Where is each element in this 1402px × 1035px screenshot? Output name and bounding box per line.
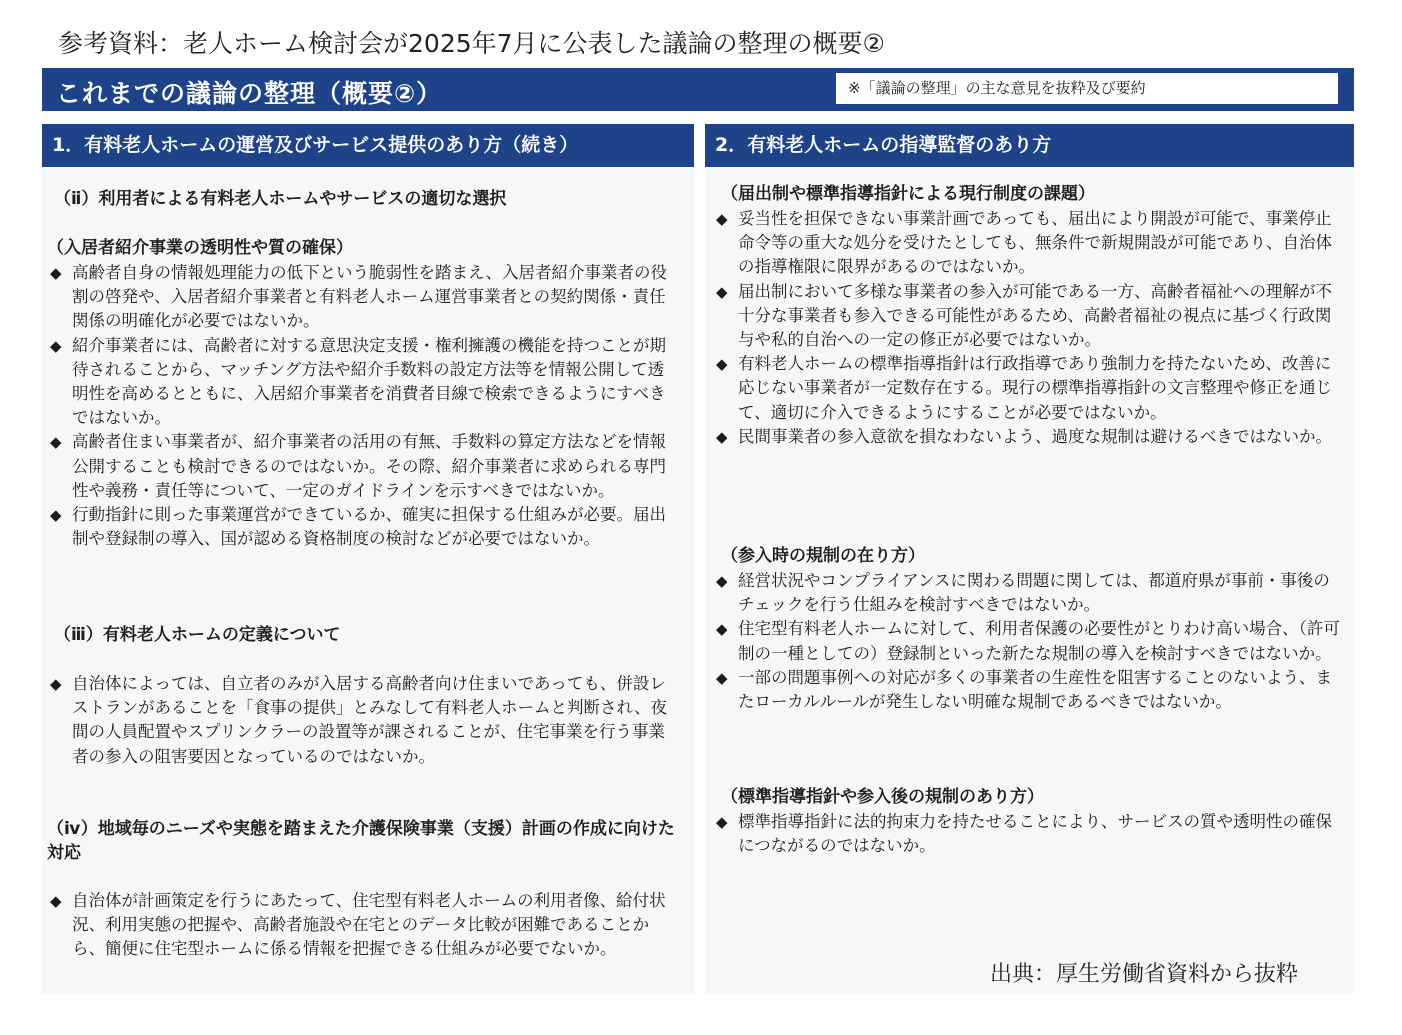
list-item: ◆ 民間事業者の参入意欲を損なわないよう、過度な規制は避けるべきではないか。 [716,425,1342,449]
section-title-selection: （ⅱ）利用者による有料老人ホームやサービスの適切な選択 [54,189,507,209]
subsection-title-guidelines: （標準指導指針や参入後の規制のあり方） [721,787,1044,807]
diamond-bullet-icon: ◆ [716,813,728,831]
diamond-bullet-icon: ◆ [716,620,728,639]
left-column [42,167,694,994]
list-item: ◆ 行動指針に則った事業運営ができているか、確実に担保する仕組みが必要。届出制や登録制の導入、国が認める資格制度の検討などが必要ではないか。 [50,505,666,549]
left-column-heading: 1．有料老人ホームの運営及びサービス提供のあり方（続き） [42,124,694,167]
subsection-title-entry-regulation: （参入時の規制の在り方） [721,546,925,566]
list-item: ◆ 経営状況やコンプライアンスに関わる問題に関しては、都道府県が事前・事後のチェックを行う仕組みを検討すべきではないか。 [716,571,1330,615]
section-title-planning: （ⅳ）地域毎のニーズや実態を踏まえた介護保険事業（支援）計画の作成に向けた対応 [47,819,675,863]
banner-note: ※「議論の整理」の主な意見を抜粋及び要約 [835,72,1339,105]
referral-bullet-list [50,261,678,551]
diamond-bullet-icon: ◆ [716,572,728,590]
diamond-bullet-icon: ◆ [716,427,728,446]
list-item: ◆ 妥当性を担保できない事業計画であっても、届出により開設が可能で、事業停止命令等の重大な処分を受けたとしても、無条件で新規開設が可能であり、自治体の指導権限に限界があるのではないか。 [716,209,1332,277]
list-item: ◆ 自治体が計画策定を行うにあたって、住宅型有料老人ホームの利用者像、給付状況、利用実態の把握や、高齢者施設や在宅とのデータ比較が困難であることから、簡便に住宅型ホームに係る情報を把握できる仕組みが必要でないか。 [50,891,666,959]
diamond-bullet-icon: ◆ [50,892,62,910]
diamond-bullet-icon: ◆ [50,675,62,693]
section-banner [42,68,1354,111]
section-title-definition: （ⅲ）有料老人ホームの定義について [54,625,341,645]
list-item: ◆ 届出制において多様な事業者の参入が可能である一方、高齢者福祉への理解が不十分な事業者も参入できる可能性があるため、高齢者福祉の視点に基づく行政関与や私的自治への一定の修正が必要ではないか。 [716,281,1332,350]
diamond-bullet-icon: ◆ [50,506,62,525]
list-item: ◆ 有料老人ホームの標準指導指針は行政指導であり強制力を持たないため、改善に応じない事業者が一定数存在する。現行の標準指導指針の文言整理や修正を通じて、適切に介入できるようにすることが必要ではないか。 [716,354,1332,422]
list-item: ◆ 自治体によっては、自立者のみが入居する高齢者向け住まいであっても、併設レストランがあることを「食事の提供」とみなして有料老人ホームと判断され、夜間の人員配置やスプリンクラーの設置等が課されることが、住宅事業を行う事業者の参入の阻害要因となっているのではないか。 [50,674,667,766]
entry-regulation-bullet-list [716,569,1342,714]
guidelines-bullet-list [716,810,1342,858]
list-item: ◆ 住宅型有料老人ホームに対して、利用者保護の必要性がとりわけ高い場合、（許可制の一種としての）登録制といった新たな規制の導入を検討すべきではないか。 [716,619,1340,663]
list-item: ◆ 紹介事業者には、高齢者に対する意思決定支援・権利擁護の機能を持つことが期待されることから、マッチング方法や紹介手数料の設定方法等を情報公開して透明性を高めるとともに、入居紹介事業者を消費者目線で検索できるようにすべきではないか。 [50,335,666,428]
diamond-bullet-icon: ◆ [716,282,728,301]
page-title: 参考資料：老人ホーム検討会が2025年7月に公表した議論の整理の概要② [58,29,885,58]
subsection-title-referral: （入居者紹介事業の透明性や質の確保） [47,238,353,258]
list-item: ◆ 一部の問題事例への対応が多くの事業者の生産性を阻害することのないよう、またローカルルールが発生しない明確な規制であるべきではないか。 [716,667,1332,712]
source-credit: 出典：厚生労働省資料から抜粋 [990,962,1299,987]
planning-bullet-list [50,889,678,962]
right-column-heading: 2．有料老人ホームの指導監督のあり方 [705,124,1354,167]
diamond-bullet-icon: ◆ [50,264,62,282]
diamond-bullet-icon: ◆ [716,668,728,687]
diamond-bullet-icon: ◆ [716,355,728,374]
banner-title: これまでの議論の整理（概要②） [56,79,443,108]
right-column [705,167,1354,994]
definition-bullet-list [50,672,678,769]
list-item: ◆ 標準指導指針に法的拘束力を持たせることにより、サービスの質や透明性の確保につながるのではないか。 [716,812,1332,856]
diamond-bullet-icon: ◆ [50,336,62,355]
list-item: ◆ 高齢者自身の情報処理能力の低下という脆弱性を踏まえ、入居者紹介事業者の役割の啓発や、入居者紹介事業者と有料老人ホーム運営事業者との契約関係・責任関係の明確化が必要ではないか。 [50,263,667,331]
current-issues-bullet-list [716,207,1342,449]
subsection-title-current-issues: （届出制や標準指導指針による現行制度の課題） [721,184,1095,204]
diamond-bullet-icon: ◆ [50,433,62,452]
diamond-bullet-icon: ◆ [716,210,728,228]
list-item: ◆ 高齢者住まい事業者が、紹介事業者の活用の有無、手数料の算定方法などを情報公開することも検討できるのではないか。その際、紹介事業者に求められる専門性や義務・責任等について、一定のガイドラインを示すべきではないか。 [50,432,666,500]
